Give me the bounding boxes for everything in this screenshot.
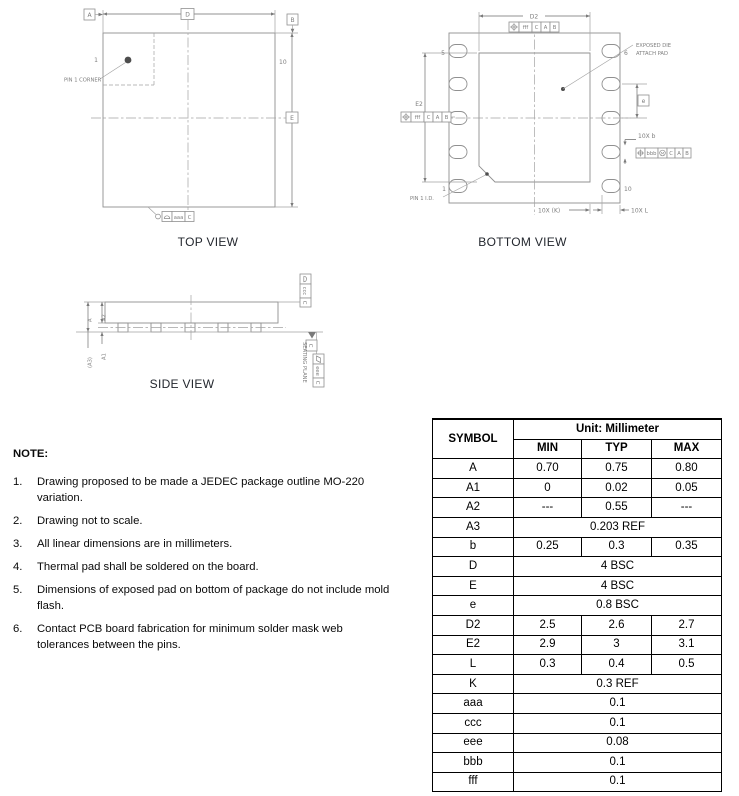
typ-cell: 0.4 (582, 655, 652, 675)
max-cell: 0.5 (652, 655, 722, 675)
table-row (433, 713, 722, 733)
typ-cell: 3 (582, 635, 652, 655)
svg-text:C: C (534, 25, 539, 32)
svg-text:ccc: ccc (301, 286, 308, 296)
pad-1-number: 1 (442, 186, 446, 193)
pad-5-number: 5 (441, 50, 445, 57)
symbol-cell: D2 (433, 615, 514, 635)
value-span-cell: 0.203 REF (514, 517, 722, 537)
note-number: 3. (13, 538, 23, 550)
lead-width-label: 10X b (638, 133, 656, 140)
pin1-id-dot (485, 172, 489, 176)
table-row (433, 674, 722, 694)
note-number: 6. (13, 623, 23, 635)
dim-table-body (433, 459, 722, 792)
table-row (433, 615, 722, 635)
svg-text:A: A (435, 115, 440, 122)
symbol-cell: E2 (433, 635, 514, 655)
note-item (13, 621, 409, 653)
svg-text:B: B (444, 115, 449, 122)
svg-text:C: C (301, 300, 308, 305)
value-span-cell: 0.3 REF (514, 674, 722, 694)
table-row (433, 733, 722, 753)
lead-length-label: 10X L (631, 207, 648, 215)
note-text: All linear dimensions are in millimeters. (37, 538, 233, 550)
pin1-corner-label: PIN 1 CORNER (64, 77, 102, 84)
max-cell: 0.05 (652, 478, 722, 498)
dim-a3-label: (A3) (87, 357, 94, 368)
symbol-cell: A2 (433, 498, 514, 518)
top-view-caption: TOP VIEW (177, 235, 239, 249)
dimensions-table (432, 418, 722, 792)
svg-text:M: M (660, 150, 665, 156)
symbol-cell: K (433, 674, 514, 694)
pad-10-number: 10 (624, 186, 632, 193)
svg-text:fff: fff (414, 115, 421, 122)
side-view-caption: SIDE VIEW (149, 377, 215, 391)
svg-text:B: B (685, 151, 689, 158)
table-row (433, 557, 722, 577)
svg-text:eee: eee (314, 366, 321, 376)
note-number: 1. (13, 476, 23, 488)
value-span-cell: 0.08 (514, 733, 722, 753)
svg-text:C: C (187, 214, 192, 221)
table-row (433, 478, 722, 498)
typ-cell: 2.6 (582, 615, 652, 635)
fcf-flatness-eee (313, 354, 324, 387)
symbol-cell: L (433, 655, 514, 675)
exposed-pad-label-line1: EXPOSED DIE (636, 43, 672, 49)
symbol-cell: e (433, 596, 514, 616)
dim-a2-label: A2 (101, 314, 108, 321)
value-span-cell: 0.1 (514, 713, 722, 733)
pin1-id-label: PIN 1 I.D. (410, 196, 434, 202)
table-row (433, 635, 722, 655)
fcf-position-e2 (401, 112, 455, 122)
max-cell: 2.7 (652, 615, 722, 635)
exposed-pad-label-line2: ATTACH PAD (636, 51, 668, 57)
symbol-cell: A1 (433, 478, 514, 498)
value-span-cell: 0.1 (514, 753, 722, 773)
value-span-cell: 0.1 (514, 694, 722, 714)
note-number: 5. (13, 584, 23, 596)
value-span-cell: 4 BSC (514, 557, 722, 577)
note-item (13, 513, 409, 529)
max-column-header: MAX (652, 439, 722, 459)
value-span-cell: 4 BSC (514, 576, 722, 596)
typ-cell: 0.02 (582, 478, 652, 498)
datum-c-triangle (308, 332, 316, 339)
svg-text:C: C (314, 380, 321, 385)
svg-text:C: C (307, 343, 314, 348)
min-column-header: MIN (514, 439, 582, 459)
symbol-cell: E (433, 576, 514, 596)
svg-text:B: B (290, 17, 295, 24)
typ-column-header: TYP (582, 439, 652, 459)
value-span-cell: 0.8 BSC (514, 596, 722, 616)
dim-e-pitch-label: e (641, 98, 646, 105)
symbol-cell: bbb (433, 753, 514, 773)
svg-text:A: A (677, 151, 681, 158)
left-pads (449, 45, 467, 193)
table-row (433, 772, 722, 792)
bottom-view-caption: BOTTOM VIEW (478, 235, 567, 249)
bottom-view-drawing (398, 2, 739, 256)
note-text: Contact PCB board fabrication for minimum solder mask web tolerances between the pins. (37, 623, 343, 651)
min-cell: 2.5 (514, 615, 582, 635)
note-number: 4. (13, 561, 23, 573)
typ-cell: 0.75 (582, 459, 652, 479)
note-text: Thermal pad shall be soldered on the board. (37, 561, 259, 573)
dim-a-label: A (87, 318, 94, 322)
svg-text:A: A (543, 25, 548, 32)
fcf-position-b (636, 148, 691, 158)
notes-section (13, 446, 409, 660)
table-row (433, 753, 722, 773)
min-cell: 0.3 (514, 655, 582, 675)
symbol-cell: b (433, 537, 514, 557)
max-cell: 3.1 (652, 635, 722, 655)
max-cell: 0.35 (652, 537, 722, 557)
table-row (433, 537, 722, 557)
note-text: Dimensions of exposed pad on bottom of package do not include mold flash. (37, 584, 390, 612)
min-cell: 0 (514, 478, 582, 498)
svg-text:C: C (426, 115, 431, 122)
top-view-drawing (55, 2, 345, 256)
note-item (13, 582, 409, 614)
dim-d2-label: D2 (529, 13, 539, 21)
package-body (105, 302, 278, 323)
symbol-cell: eee (433, 733, 514, 753)
symbol-column-header: SYMBOL (433, 419, 514, 459)
notes-heading: NOTE: (13, 448, 49, 460)
dim-d-label: D (185, 11, 190, 19)
table-row (433, 459, 722, 479)
pin-1-number: 1 (94, 57, 98, 64)
symbol-cell: A3 (433, 517, 514, 537)
min-cell: 0.70 (514, 459, 582, 479)
fcf-profile-ccc (300, 274, 311, 307)
unit-header: Unit: Millimeter (514, 419, 722, 439)
value-span-cell: 0.1 (514, 772, 722, 792)
table-row (433, 517, 722, 537)
symbol-cell: A (433, 459, 514, 479)
svg-text:A: A (87, 12, 92, 19)
note-item (13, 559, 409, 575)
note-item (13, 536, 409, 552)
dim-a1-label: A1 (101, 353, 108, 360)
fcf-profile-aaa (162, 212, 194, 222)
table-row (433, 694, 722, 714)
pin1-dot (125, 57, 132, 64)
table-row (433, 576, 722, 596)
seating-plane-label: SEATING PLANE (301, 342, 307, 383)
svg-text:aaa: aaa (173, 214, 184, 221)
note-number: 2. (13, 515, 23, 527)
svg-text:B: B (552, 25, 557, 32)
typ-cell: 0.3 (582, 537, 652, 557)
svg-text:bbb: bbb (646, 151, 657, 158)
typ-cell: 0.55 (582, 498, 652, 518)
min-cell: 2.9 (514, 635, 582, 655)
k-clearance-label: 10X (K) (538, 207, 561, 215)
pin-10-number: 10 (279, 59, 287, 66)
note-text: Drawing proposed to be made a JEDEC package outline MO-220 variation. (37, 476, 365, 504)
svg-text:C: C (669, 151, 673, 158)
max-cell: 0.80 (652, 459, 722, 479)
notes-list (13, 474, 409, 653)
symbol-cell: D (433, 557, 514, 577)
symbol-cell: fff (433, 772, 514, 792)
table-row (433, 498, 722, 518)
min-cell: 0.25 (514, 537, 582, 557)
pad-6-number: 6 (624, 50, 628, 57)
table-row (433, 596, 722, 616)
symbol-cell: ccc (433, 713, 514, 733)
note-text: Drawing not to scale. (37, 515, 143, 527)
symbol-cell: aaa (433, 694, 514, 714)
table-row (433, 655, 722, 675)
note-item (13, 474, 409, 506)
svg-text:fff: fff (522, 25, 529, 32)
min-cell: --- (514, 498, 582, 518)
fcf-position-d2 (509, 22, 559, 32)
dim-e-label: E (290, 115, 294, 123)
max-cell: --- (652, 498, 722, 518)
right-pads (602, 45, 620, 193)
dim-e2-label: E2 (415, 101, 423, 108)
